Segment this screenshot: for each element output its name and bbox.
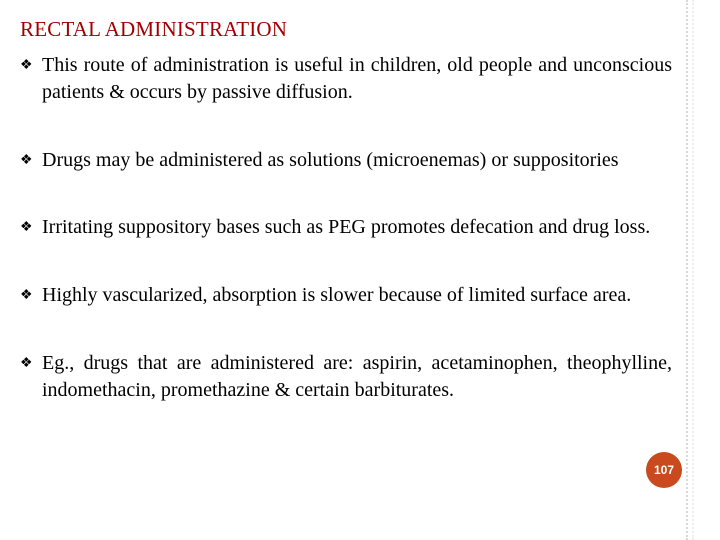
page-number-badge: 107 [646,452,682,488]
bullet-item [20,282,672,309]
bullet-icon: ❖ [20,356,33,371]
decorative-dotted-line [692,0,694,540]
decorative-dotted-line [686,0,688,540]
bullet-item [20,214,672,241]
bullet-text: This route of administration is useful in children, old people and unconscious patients & occurs by passive diffusion. [42,54,672,103]
bullet-icon: ❖ [20,153,33,168]
bullet-text: Drugs may be administered as solutions (microenemas) or suppositories [42,149,619,171]
bullet-item [20,52,672,106]
bullet-icon: ❖ [20,220,33,235]
bullet-text: Highly vascularized, absorption is slower because of limited surface area. [42,284,632,306]
bullet-text: Irritating suppository bases such as PEG promotes defecation and drug loss. [42,216,651,238]
bullet-item [20,147,672,174]
bullet-item [20,350,672,404]
bullet-text: Eg., drugs that are administered are: aspirin, acetaminophen, theophylline, indomethacin, promethazine & certain barbiturates. [42,352,672,401]
bullet-icon: ❖ [20,288,33,303]
bullet-list [20,52,672,404]
bullet-icon: ❖ [20,58,33,73]
slide-title: RECTAL ADMINISTRATION [20,17,288,41]
